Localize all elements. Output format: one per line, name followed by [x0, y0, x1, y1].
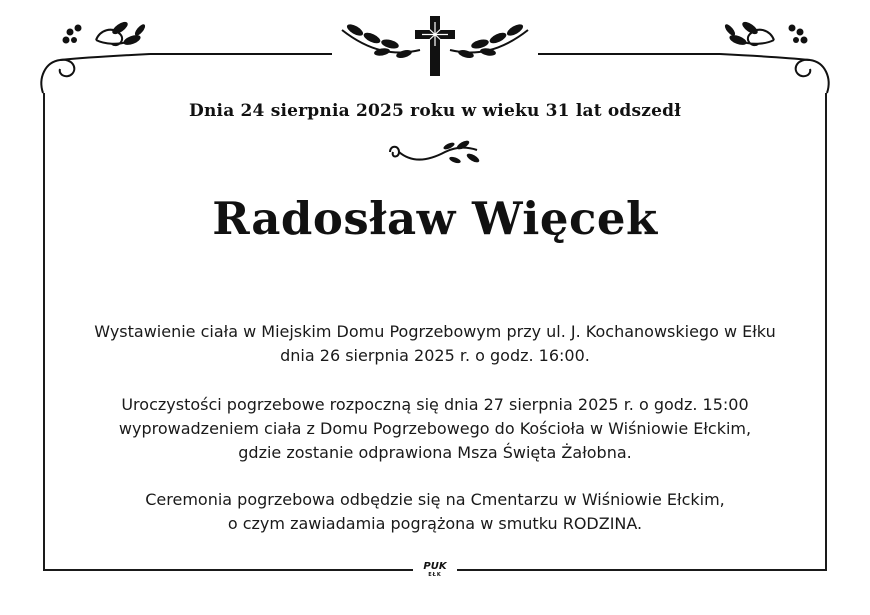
logo-main-text: PUK	[423, 561, 447, 572]
burial-paragraph	[50, 488, 820, 536]
ceremony-line-1: Uroczystości pogrzebowe rozpoczną się dnia 27 sierpnia 2025 r. o godz. 15:00	[121, 395, 749, 414]
ceremony-paragraph	[50, 393, 820, 465]
viewing-line-2: dnia 26 sierpnia 2025 r. o godz. 16:00.	[280, 346, 590, 365]
burial-line-2: o czym zawiadamia pogrążona w smutku RODZINA.	[227, 514, 643, 533]
logo-sub-text: EŁK	[428, 572, 442, 578]
ceremony-line-3: gdzie zostanie odprawiona Msza Święta Żałobna.	[238, 443, 632, 462]
ceremony-line-2: wyprowadzeniem ciała z Domu Pogrzebowego do Kościoła w Wiśniowie Ełckim,	[118, 419, 752, 438]
burial-line-1: Ceremonia pogrzebowa odbędzie się na Cmentarzu w Wiśniowie Ełckim,	[145, 490, 725, 509]
left-floral-corner-icon	[41, 30, 332, 93]
right-floral-corner-icon	[538, 30, 829, 93]
top-ornament	[0, 0, 870, 100]
puk-logo	[413, 562, 457, 578]
viewing-paragraph	[50, 320, 820, 368]
leaf-flourish-icon	[385, 140, 485, 170]
death-announcement-headline: Dnia 24 sierpnia 2025 roku w wieku 31 lat odszedł	[189, 101, 681, 121]
deceased-name: Radosław Więcek	[212, 192, 658, 245]
cross-with-laurel-icon	[342, 16, 528, 76]
viewing-line-1: Wystawienie ciała w Miejskim Domu Pogrzebowym przy ul. J. Kochanowskiego w Ełku	[94, 322, 776, 341]
